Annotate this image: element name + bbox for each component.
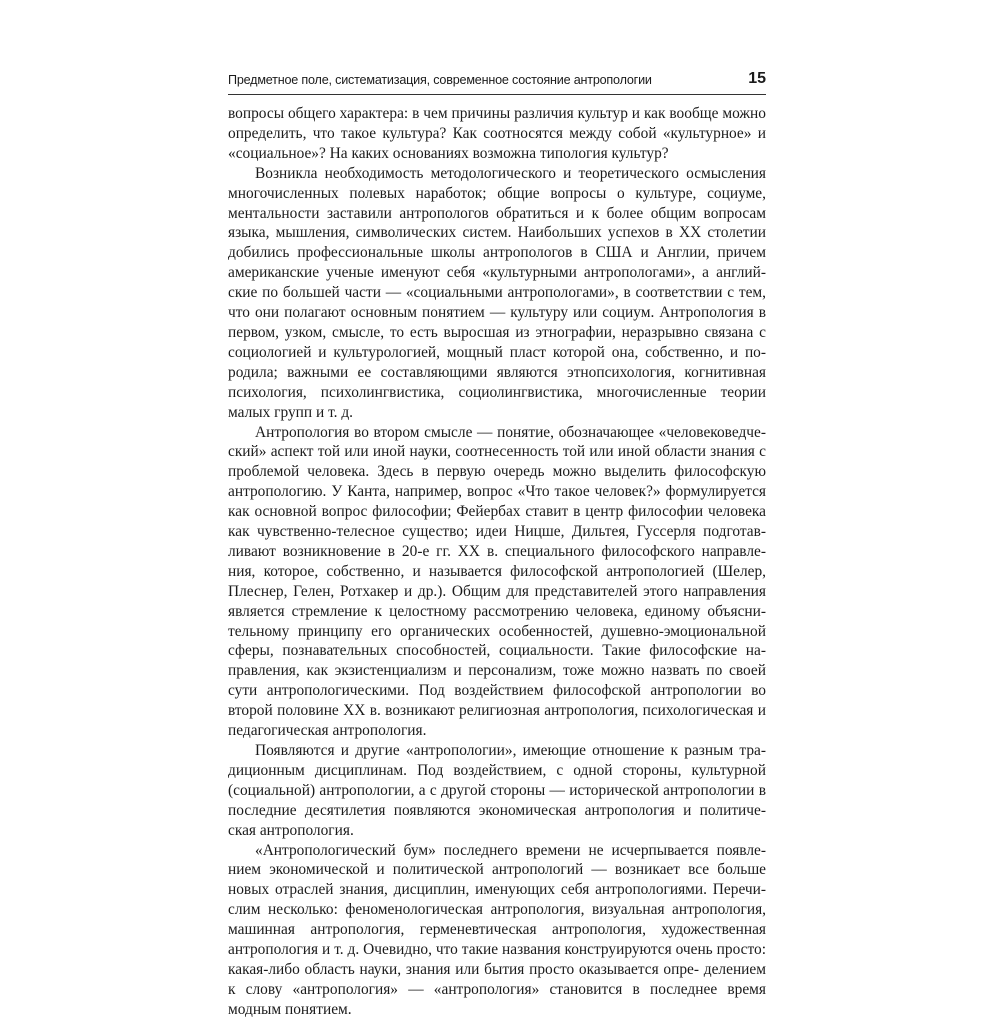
running-header bbox=[228, 72, 766, 95]
text-line: машинная антропология, герменевтическая антропология, художественная bbox=[228, 921, 766, 939]
text-line: ская антропология. bbox=[228, 821, 354, 839]
text-line: малых групп и т. д. bbox=[228, 403, 354, 421]
text-line: Появляются и другие «антропологии», имеющие отношение к разным тра- bbox=[255, 742, 766, 759]
text-line: ские по большей части — «социальными антропологами», в соответствии с тем, bbox=[228, 284, 766, 302]
text-line: определить, что такое культура? Как соотносятся между собой «культурное» bbox=[228, 124, 752, 142]
text-line: как основной вопрос философии; Фейербах ставит в центр философии человека bbox=[228, 503, 766, 521]
text-line: антропология и т. д. Очевидно, что такие названия конструируются очень bbox=[228, 941, 713, 959]
text-line: делением к слову «антропология» — «антропология» становится в последнее bbox=[228, 960, 766, 998]
text-line: ния, которое, собственно, и называется философской антропологией (Шелер, bbox=[228, 562, 766, 580]
text-line: просто: какая-либо область науки, знания или бытия просто оказывается опре- bbox=[228, 941, 766, 978]
text-line: ливают возникновение в 20-е гг. XX в. специального философского направле- bbox=[228, 542, 766, 560]
page-number: 15 bbox=[748, 70, 766, 87]
paragraph bbox=[228, 741, 766, 841]
text-line: добились профессиональные школы антропологов в США и Англии, причем bbox=[228, 244, 766, 262]
text-line: (социальной) антропологии, а с другой стороны — исторической антропологии bbox=[228, 781, 755, 799]
text-line: сути антропологическими. Под воздействием философской антропологии во bbox=[228, 682, 766, 700]
text-line: диционным дисциплинам. Под воздействием, с одной стороны, культурной bbox=[228, 761, 766, 779]
paragraph bbox=[228, 423, 766, 742]
text-line: сферы, познавательных способностей, социальности. Такие философские на- bbox=[228, 642, 766, 660]
paragraph bbox=[228, 104, 766, 164]
text-line: как чувственно-телесное существо; идеи Ницше, Дильтея, Гуссерля подготав- bbox=[228, 523, 766, 541]
text-line: родила; важными ее составляющими являются этнопсихология, когнитивная bbox=[228, 363, 766, 381]
text-line: в последние десятилетия появляются экономическая антропология и политиче- bbox=[228, 781, 766, 819]
text-line: с проблемой человека. Здесь в первую очередь можно выделить философскую bbox=[228, 443, 766, 481]
text-line: слим несколько: феноменологическая антропология, визуальная антропология, bbox=[228, 901, 766, 919]
text-line: вопросы общего характера: в чем причины различия культур и как вообще можно bbox=[228, 105, 766, 122]
paragraph bbox=[228, 164, 766, 423]
text-line: является стремление к целостному рассмотрению человека, единому объясни- bbox=[228, 602, 766, 620]
text-line: Возникла необходимость методологического и теоретического осмысления bbox=[255, 164, 766, 182]
text-line: языка, мышления, символических систем. Наибольших успехов в XX столетии bbox=[228, 224, 766, 242]
text-line: новых отраслей знания, дисциплин, именующих себя антропологиями. Перечи- bbox=[228, 881, 766, 899]
text-line: психология, психолингвистика, социолингвистика, многочисленные теории bbox=[228, 383, 766, 401]
text-line: время модным понятием. bbox=[228, 980, 766, 1018]
text-line: с социологией и культурологией, мощный пласт которой она, собственно, и по- bbox=[228, 323, 766, 361]
text-line: Антропология во втором смысле — понятие, обозначающее «человековедче- bbox=[255, 423, 766, 441]
text-line: тельному принципу его органических особенностей, душевно-эмоциональной bbox=[228, 622, 766, 640]
text-line: Плеснер, Гелен, Ротхакер и др.). Общим для представителей этого направления bbox=[228, 582, 766, 600]
text-line: нием экономической и политической антропологий — возникает все больше bbox=[228, 861, 766, 879]
text-line: американские ученые именуют себя «культурными антропологами», а англий- bbox=[228, 264, 766, 282]
paragraph bbox=[228, 841, 766, 1020]
text-line: антропологию. У Канта, например, вопрос «Что такое человек?» формулируется bbox=[228, 483, 766, 501]
text-line: правления, как экзистенциализм и персонализм, тоже можно назвать по своей bbox=[228, 662, 766, 680]
running-header-title: Предметное поле, систематизация, современное состояние антропологии bbox=[228, 73, 652, 87]
body-text bbox=[228, 104, 766, 1020]
text-line: в первом, узком, смысле, то есть выросшая из этнографии, неразрывно связана bbox=[228, 304, 767, 341]
text-line: «Антропологический бум» последнего времени не исчерпывается появле- bbox=[255, 841, 766, 859]
text-line: и «социальное»? На каких основаниях возможна типология культур? bbox=[228, 124, 766, 162]
text-line: ский» аспект той или иной науки, соотнесенность той или иной области знания bbox=[228, 443, 755, 461]
text-line: и педагогическая антропология. bbox=[228, 702, 766, 740]
text-line: что они полагают основным понятием — культуру или социум. Антропология bbox=[228, 304, 754, 322]
text-line: ментальности заставили антропологов обратиться и к более общим вопросам bbox=[228, 204, 766, 222]
text-line: многочисленных полевых наработок; общие вопросы о культуре, социуме, bbox=[228, 184, 766, 202]
text-line: второй половине XX в. возникают религиозная антропология, психологическая bbox=[228, 702, 754, 720]
